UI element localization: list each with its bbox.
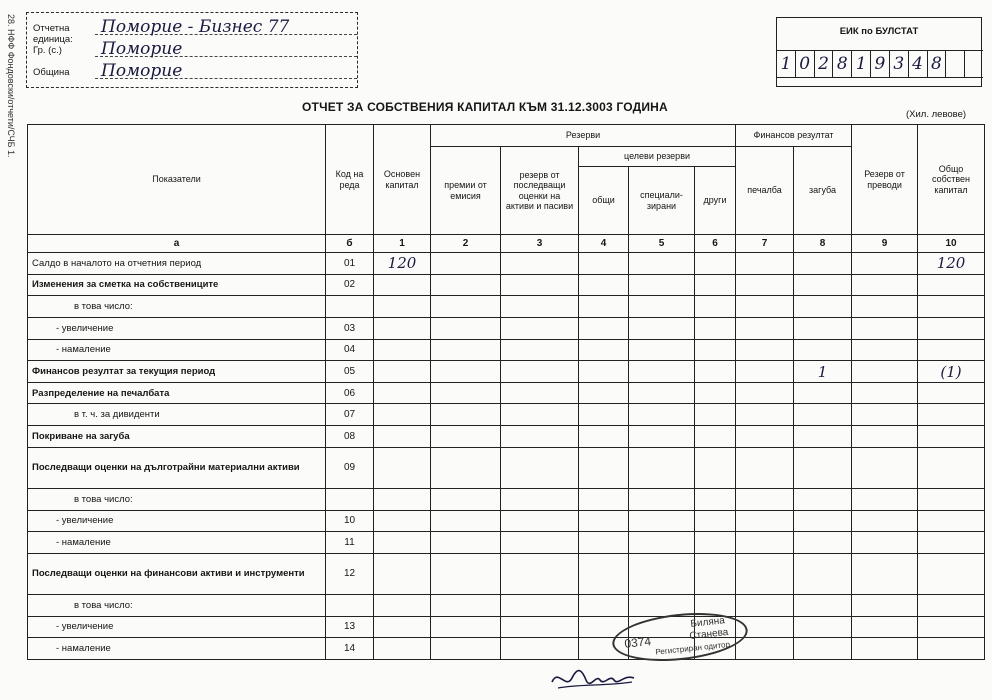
- col-number: 10: [918, 235, 985, 253]
- value-cell-col8: [794, 404, 852, 426]
- table-row: [28, 488, 985, 510]
- table-row: [28, 532, 985, 554]
- eik-label: ЕИК по БУЛСТАТ: [839, 26, 919, 37]
- empty-cell: [736, 638, 794, 660]
- value-cell-col1: [374, 339, 431, 361]
- empty-cell: [629, 510, 695, 532]
- value-cell-col8: [794, 426, 852, 448]
- value-cell-col10: [918, 447, 985, 488]
- empty-cell: [431, 532, 501, 554]
- empty-cell: [579, 488, 629, 510]
- row-code: 13: [326, 616, 374, 638]
- reporting-unit-box: [26, 12, 358, 88]
- empty-cell: [852, 594, 918, 616]
- empty-cell: [629, 296, 695, 318]
- value-cell-col8: [794, 638, 852, 660]
- row-code: 05: [326, 361, 374, 383]
- eik-digit-cell: [965, 51, 983, 77]
- table-row: [28, 339, 985, 361]
- city-label: Гр. (с.): [33, 45, 62, 56]
- eik-digit-cell: 8: [928, 51, 947, 77]
- empty-cell: [852, 553, 918, 594]
- empty-cell: [695, 274, 736, 296]
- empty-cell: [629, 426, 695, 448]
- table-row: [28, 296, 985, 318]
- row-code: [326, 488, 374, 510]
- row-code: 06: [326, 382, 374, 404]
- table-row: [28, 638, 985, 660]
- row-label: - намаление: [28, 638, 326, 660]
- value-cell-col1: [374, 361, 431, 383]
- row-label: в това число:: [28, 296, 326, 318]
- empty-cell: [852, 296, 918, 318]
- empty-cell: [736, 361, 794, 383]
- value-cell-col1: 120: [374, 253, 431, 275]
- value-cell-col10: [918, 638, 985, 660]
- table-row: [28, 616, 985, 638]
- row-label: Изменения за сметка на собствениците: [28, 274, 326, 296]
- empty-cell: [852, 404, 918, 426]
- value-cell-col1: [374, 274, 431, 296]
- side-note: 28. НФФ Фондовски/отчети/СЧБ 1.: [6, 14, 16, 158]
- header-special: специали-зирани: [629, 167, 695, 235]
- table-row: [28, 382, 985, 404]
- eik-digit-cell: 1: [777, 51, 796, 77]
- value-cell-col10: [918, 339, 985, 361]
- row-code: [326, 594, 374, 616]
- empty-cell: [501, 404, 579, 426]
- row-code: 02: [326, 274, 374, 296]
- row-label: Разпределение на печалбата: [28, 382, 326, 404]
- row-code: 09: [326, 447, 374, 488]
- value-cell-col8: [794, 616, 852, 638]
- empty-cell: [695, 317, 736, 339]
- row-code: 07: [326, 404, 374, 426]
- value-cell-col8: [794, 447, 852, 488]
- empty-cell: [629, 253, 695, 275]
- row-code: 03: [326, 317, 374, 339]
- row-label: Последващи оценки на дълготрайни материални активи: [28, 447, 326, 488]
- col-number: 4: [579, 235, 629, 253]
- empty-cell: [501, 426, 579, 448]
- empty-cell: [431, 339, 501, 361]
- empty-cell: [579, 553, 629, 594]
- table-row: [28, 594, 985, 616]
- empty-cell: [629, 404, 695, 426]
- empty-cell: [695, 339, 736, 361]
- empty-cell: [736, 532, 794, 554]
- header-premium: премии от емисия: [431, 147, 501, 235]
- value-cell-col1: [374, 382, 431, 404]
- empty-cell: [852, 488, 918, 510]
- empty-cell: [431, 274, 501, 296]
- value-cell-col8: [794, 382, 852, 404]
- row-label: в т. ч. за дивиденти: [28, 404, 326, 426]
- empty-cell: [501, 339, 579, 361]
- eik-digit-cell: 0: [796, 51, 815, 77]
- empty-cell: [501, 553, 579, 594]
- city-value: Поморие: [101, 39, 183, 59]
- municipality-row: [33, 61, 183, 81]
- empty-cell: [431, 404, 501, 426]
- value-cell-col8: [794, 296, 852, 318]
- row-label: - намаление: [28, 532, 326, 554]
- row-label: Салдо в началото на отчетния период: [28, 253, 326, 275]
- header-profit: печалба: [736, 147, 794, 235]
- empty-cell: [852, 361, 918, 383]
- value-cell-col10: [918, 296, 985, 318]
- value-cell-col1: [374, 594, 431, 616]
- col-number: 6: [695, 235, 736, 253]
- empty-cell: [501, 616, 579, 638]
- empty-cell: [736, 488, 794, 510]
- empty-cell: [431, 361, 501, 383]
- empty-cell: [852, 638, 918, 660]
- empty-cell: [629, 382, 695, 404]
- header-total-equity: Общо собствен капитал: [918, 125, 985, 235]
- empty-cell: [431, 638, 501, 660]
- empty-cell: [579, 253, 629, 275]
- table-row: [28, 553, 985, 594]
- empty-cell: [579, 426, 629, 448]
- value-cell-col1: [374, 426, 431, 448]
- empty-cell: [431, 488, 501, 510]
- header-transfer-reserve: Резерв от преводи: [852, 125, 918, 235]
- empty-cell: [695, 296, 736, 318]
- empty-cell: [579, 594, 629, 616]
- value-cell-col8: [794, 253, 852, 275]
- empty-cell: [695, 404, 736, 426]
- row-label: - увеличение: [28, 616, 326, 638]
- row-label: Последващи оценки на финансови активи и инструменти: [28, 553, 326, 594]
- empty-cell: [852, 382, 918, 404]
- empty-cell: [501, 447, 579, 488]
- empty-cell: [501, 638, 579, 660]
- header-general: общи: [579, 167, 629, 235]
- empty-cell: [501, 594, 579, 616]
- empty-cell: [852, 510, 918, 532]
- empty-cell: [579, 274, 629, 296]
- empty-cell: [695, 510, 736, 532]
- empty-cell: [736, 253, 794, 275]
- empty-cell: [852, 253, 918, 275]
- empty-cell: [579, 447, 629, 488]
- empty-cell: [501, 488, 579, 510]
- row-code: 01: [326, 253, 374, 275]
- unit-row: [33, 17, 290, 45]
- equity-table: [27, 124, 985, 660]
- value-cell-col1: [374, 404, 431, 426]
- value-cell-col10: [918, 274, 985, 296]
- empty-cell: [736, 510, 794, 532]
- empty-cell: [736, 274, 794, 296]
- row-code: 11: [326, 532, 374, 554]
- value-cell-col1: [374, 553, 431, 594]
- empty-cell: [579, 404, 629, 426]
- empty-cell: [736, 317, 794, 339]
- value-cell-col1: [374, 510, 431, 532]
- empty-cell: [695, 532, 736, 554]
- eik-digit-cell: [946, 51, 965, 77]
- value-cell-col10: (1): [918, 361, 985, 383]
- eik-digit-cell: 2: [815, 51, 834, 77]
- header-loss: загуба: [794, 147, 852, 235]
- value-cell-col8: [794, 488, 852, 510]
- unit-label: Отчетна единица:: [33, 23, 73, 45]
- empty-cell: [501, 382, 579, 404]
- eik-digit-cell: 9: [871, 51, 890, 77]
- value-cell-col1: [374, 488, 431, 510]
- empty-cell: [736, 339, 794, 361]
- empty-cell: [431, 296, 501, 318]
- empty-cell: [501, 532, 579, 554]
- value-cell-col10: [918, 616, 985, 638]
- row-code: 04: [326, 339, 374, 361]
- col-number: 7: [736, 235, 794, 253]
- col-number: а: [28, 235, 326, 253]
- row-label: Покриване на загуба: [28, 426, 326, 448]
- empty-cell: [629, 317, 695, 339]
- row-code: 14: [326, 638, 374, 660]
- empty-cell: [695, 447, 736, 488]
- col-number: 9: [852, 235, 918, 253]
- value-cell-col10: [918, 510, 985, 532]
- empty-cell: [579, 339, 629, 361]
- row-code: 08: [326, 426, 374, 448]
- empty-cell: [629, 361, 695, 383]
- empty-cell: [501, 253, 579, 275]
- value-cell-col1: [374, 616, 431, 638]
- row-label: в това число:: [28, 594, 326, 616]
- header-basic-capital: Основен капитал: [374, 125, 431, 235]
- row-label: - увеличение: [28, 317, 326, 339]
- municipality-label: Община: [33, 67, 70, 78]
- eik-digit-cell: 3: [890, 51, 909, 77]
- empty-cell: [695, 361, 736, 383]
- empty-cell: [736, 553, 794, 594]
- eik-digits: [777, 50, 983, 78]
- row-label: - увеличение: [28, 510, 326, 532]
- value-cell-col8: [794, 594, 852, 616]
- eik-digit-cell: 8: [833, 51, 852, 77]
- value-cell-col8: [794, 317, 852, 339]
- empty-cell: [431, 382, 501, 404]
- empty-cell: [629, 532, 695, 554]
- table-row: [28, 274, 985, 296]
- empty-cell: [852, 317, 918, 339]
- stamp-name: Биляна Станева: [688, 615, 729, 642]
- empty-cell: [579, 382, 629, 404]
- stamp-number: 0374: [623, 634, 652, 651]
- empty-cell: [501, 317, 579, 339]
- table-row: [28, 426, 985, 448]
- empty-cell: [431, 447, 501, 488]
- empty-cell: [852, 339, 918, 361]
- col-number: 3: [501, 235, 579, 253]
- table-row: [28, 253, 985, 275]
- col-number: 8: [794, 235, 852, 253]
- empty-cell: [695, 488, 736, 510]
- value-cell-col8: [794, 339, 852, 361]
- row-label: - намаление: [28, 339, 326, 361]
- table-row: [28, 447, 985, 488]
- value-cell-col10: [918, 404, 985, 426]
- empty-cell: [695, 553, 736, 594]
- col-number: 2: [431, 235, 501, 253]
- value-cell-col10: 120: [918, 253, 985, 275]
- empty-cell: [852, 532, 918, 554]
- header-other: други: [695, 167, 736, 235]
- row-code: [326, 296, 374, 318]
- row-code: 12: [326, 553, 374, 594]
- signature-icon: [548, 662, 638, 694]
- header-revaluation: резерв от последващи оценки на активи и пасиви: [501, 147, 579, 235]
- empty-cell: [629, 553, 695, 594]
- empty-cell: [629, 488, 695, 510]
- value-cell-col8: [794, 274, 852, 296]
- empty-cell: [736, 426, 794, 448]
- value-cell-col10: [918, 426, 985, 448]
- table-row: [28, 404, 985, 426]
- empty-cell: [431, 616, 501, 638]
- header-code: Код на реда: [326, 125, 374, 235]
- empty-cell: [736, 296, 794, 318]
- stamp-caption: Регистриран одитор: [654, 639, 731, 657]
- empty-cell: [579, 510, 629, 532]
- value-cell-col10: [918, 594, 985, 616]
- empty-cell: [431, 317, 501, 339]
- value-cell-col8: 1: [794, 361, 852, 383]
- empty-cell: [579, 296, 629, 318]
- empty-cell: [695, 426, 736, 448]
- empty-cell: [579, 317, 629, 339]
- value-cell-col8: [794, 510, 852, 532]
- eik-box: [776, 17, 982, 87]
- empty-cell: [736, 382, 794, 404]
- eik-digit-cell: 4: [909, 51, 928, 77]
- empty-cell: [431, 553, 501, 594]
- value-cell-col10: [918, 382, 985, 404]
- empty-cell: [501, 510, 579, 532]
- empty-cell: [579, 532, 629, 554]
- empty-cell: [431, 426, 501, 448]
- value-cell-col8: [794, 553, 852, 594]
- value-cell-col1: [374, 638, 431, 660]
- header-fin-result: Финансов резултат: [736, 125, 852, 147]
- header-target-reserves: целеви резерви: [579, 147, 736, 167]
- empty-cell: [695, 382, 736, 404]
- row-label: Финансов резултат за текущия период: [28, 361, 326, 383]
- table-row: [28, 510, 985, 532]
- value-cell-col1: [374, 447, 431, 488]
- eik-digit-cell: 1: [852, 51, 871, 77]
- header-indicators: Показатели: [28, 125, 326, 235]
- table-row: [28, 317, 985, 339]
- empty-cell: [431, 594, 501, 616]
- empty-cell: [852, 274, 918, 296]
- empty-cell: [501, 361, 579, 383]
- row-code: 10: [326, 510, 374, 532]
- city-row: [33, 39, 183, 59]
- empty-cell: [736, 447, 794, 488]
- empty-cell: [579, 361, 629, 383]
- empty-cell: [431, 510, 501, 532]
- value-cell-col10: [918, 317, 985, 339]
- table-row: [28, 361, 985, 383]
- value-cell-col1: [374, 296, 431, 318]
- value-cell-col1: [374, 532, 431, 554]
- empty-cell: [501, 296, 579, 318]
- empty-cell: [852, 426, 918, 448]
- empty-cell: [629, 447, 695, 488]
- col-number: б: [326, 235, 374, 253]
- municipality-value: Поморие: [101, 61, 183, 81]
- document-title: ОТЧЕТ ЗА СОБСТВЕНИЯ КАПИТАЛ КЪМ 31.12.3003 ГОДИНА: [302, 100, 668, 114]
- row-label: в това число:: [28, 488, 326, 510]
- empty-cell: [695, 253, 736, 275]
- empty-cell: [501, 274, 579, 296]
- empty-cell: [736, 404, 794, 426]
- empty-cell: [629, 339, 695, 361]
- value-cell-col8: [794, 532, 852, 554]
- empty-cell: [431, 253, 501, 275]
- value-cell-col10: [918, 553, 985, 594]
- value-cell-col10: [918, 488, 985, 510]
- empty-cell: [852, 616, 918, 638]
- col-number: 5: [629, 235, 695, 253]
- units-note: (Хил. левове): [906, 109, 967, 120]
- value-cell-col1: [374, 317, 431, 339]
- empty-cell: [736, 594, 794, 616]
- value-cell-col10: [918, 532, 985, 554]
- col-number: 1: [374, 235, 431, 253]
- empty-cell: [629, 274, 695, 296]
- empty-cell: [852, 447, 918, 488]
- header-reserves: Резерви: [431, 125, 736, 147]
- unit-value: Поморие - Бизнес 77: [101, 17, 290, 37]
